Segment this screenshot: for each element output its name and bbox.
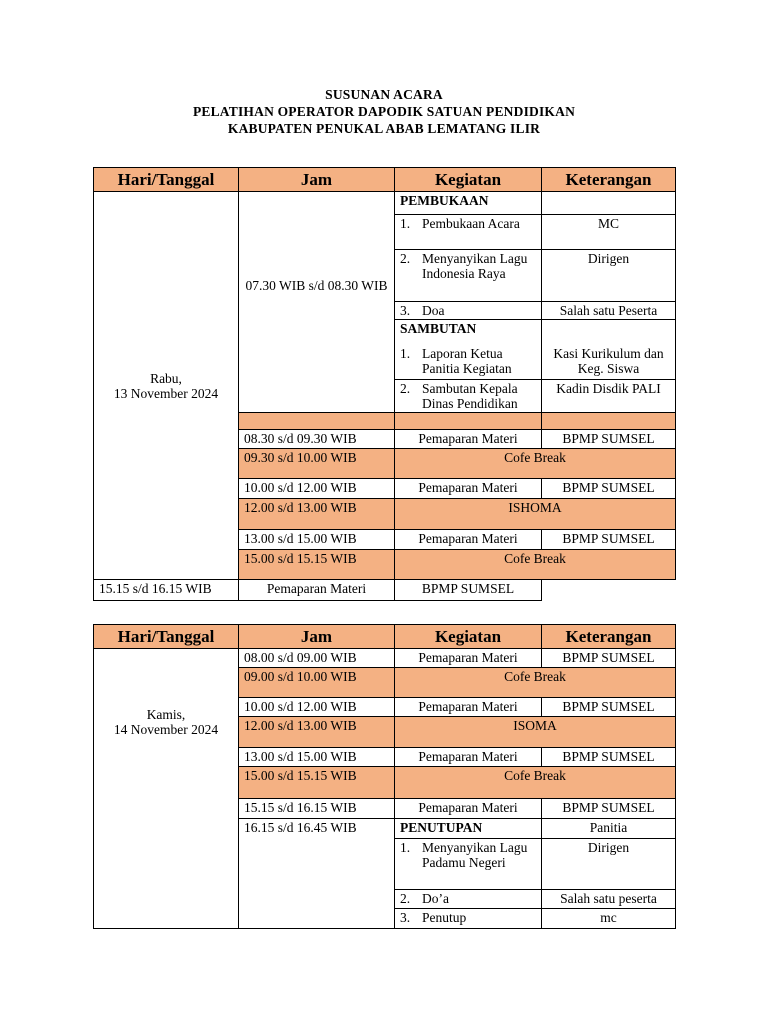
row-note: BPMP SUMSEL <box>542 748 676 767</box>
list-item <box>395 302 542 320</box>
list-item <box>395 345 542 380</box>
day2-date: 14 November 2024 <box>113 722 219 737</box>
row-activity: ISHOMA <box>395 499 676 530</box>
table-row <box>94 649 676 668</box>
item-label: Menyanyikan Lagu Indonesia Raya <box>422 251 528 281</box>
item-number: 1. <box>400 345 411 361</box>
item-label: Pembukaan Acara <box>422 216 520 231</box>
list-item <box>395 380 542 413</box>
row-time: 09.00 s/d 10.00 WIB <box>239 668 395 698</box>
row-time: 15.00 s/d 15.15 WIB <box>239 550 395 580</box>
item-label: Do’a <box>422 891 449 906</box>
day1-opening-time: 07.30 WIB s/d 08.30 WIB <box>239 192 395 413</box>
item-number: 2. <box>400 381 411 396</box>
item-label: Sambutan Kepala Dinas Pendidikan <box>422 381 518 411</box>
empty-cell <box>542 192 676 215</box>
table-row <box>94 192 676 215</box>
item-note: Panitia <box>542 819 676 839</box>
item-note: Dirigen <box>542 250 676 302</box>
table-header-row <box>94 625 676 649</box>
row-note: BPMP SUMSEL <box>542 799 676 819</box>
section-pembukaan: PEMBUKAAN <box>395 192 542 215</box>
row-note: BPMP SUMSEL <box>395 580 542 601</box>
schedule-table-day1 <box>93 167 676 601</box>
header-keterangan: Keterangan <box>542 168 676 192</box>
item-number: 2. <box>400 891 411 906</box>
item-note: Kadin Disdik PALI <box>542 380 676 413</box>
row-activity: Pemaparan Materi <box>395 430 542 449</box>
list-item <box>395 839 542 890</box>
row-time: 13.00 s/d 15.00 WIB <box>239 530 395 550</box>
table-header-row <box>94 168 676 192</box>
row-activity: Pemaparan Materi <box>395 748 542 767</box>
row-activity: Cofe Break <box>395 767 676 799</box>
row-activity: Cofe Break <box>395 449 676 479</box>
header-hari-tanggal: Hari/Tanggal <box>94 168 239 192</box>
section-penutupan: PENUTUPAN <box>395 819 542 839</box>
table-row <box>94 580 676 601</box>
header-jam: Jam <box>239 625 395 649</box>
day2-closing-time: 16.15 s/d 16.45 WIB <box>239 819 395 929</box>
item-number: 2. <box>400 251 411 266</box>
row-time: 15.15 s/d 16.15 WIB <box>94 580 239 601</box>
schedule-table-day2 <box>93 624 676 929</box>
list-item <box>395 890 542 909</box>
list-item <box>395 909 542 929</box>
item-number: 1. <box>400 840 411 855</box>
row-time: 08.00 s/d 09.00 WIB <box>239 649 395 668</box>
item-number: 3. <box>400 303 411 318</box>
row-activity: Cofe Break <box>395 550 676 580</box>
item-note: Salah satu peserta <box>542 890 676 909</box>
row-activity: Pemaparan Materi <box>239 580 395 601</box>
title-line-3: KABUPATEN PENUKAL ABAB LEMATANG ILIR <box>227 121 541 136</box>
row-time: 12.00 s/d 13.00 WIB <box>239 499 395 530</box>
day2-day: Kamis, <box>146 707 186 722</box>
row-note: BPMP SUMSEL <box>542 479 676 499</box>
row-note: BPMP SUMSEL <box>542 530 676 550</box>
day2-date-cell <box>94 649 239 929</box>
item-number: 1. <box>400 216 411 231</box>
row-note: BPMP SUMSEL <box>542 430 676 449</box>
empty-cell <box>542 413 676 430</box>
header-jam: Jam <box>239 168 395 192</box>
item-note: Salah satu Peserta <box>542 302 676 320</box>
empty-cell <box>395 413 542 430</box>
document-title <box>0 86 768 137</box>
day1-day: Rabu, <box>150 370 182 386</box>
item-note: mc <box>542 909 676 929</box>
row-activity: Pemaparan Materi <box>395 530 542 550</box>
row-time: 12.00 s/d 13.00 WIB <box>239 717 395 748</box>
row-activity: Pemaparan Materi <box>395 698 542 717</box>
row-time: 10.00 s/d 12.00 WIB <box>239 479 395 499</box>
empty-cell <box>239 413 395 430</box>
header-kegiatan: Kegiatan <box>395 625 542 649</box>
header-hari-tanggal: Hari/Tanggal <box>94 625 239 649</box>
day1-date-cell <box>94 192 239 580</box>
empty-cell <box>542 320 676 345</box>
header-keterangan: Keterangan <box>542 625 676 649</box>
item-note: Kasi Kurikulum dan Keg. Siswa <box>542 345 676 380</box>
item-label: Laporan Ketua Panitia Kegiatan <box>422 345 512 376</box>
item-number: 3. <box>400 910 411 925</box>
item-note: Dirigen <box>542 839 676 890</box>
row-activity: Pemaparan Materi <box>395 649 542 668</box>
row-note: BPMP SUMSEL <box>542 698 676 717</box>
item-label: Penutup <box>422 910 467 925</box>
list-item <box>395 250 542 302</box>
title-line-2: PELATIHAN OPERATOR DAPODIK SATUAN PENDIDIKAN <box>192 104 576 119</box>
row-time: 15.15 s/d 16.15 WIB <box>239 799 395 819</box>
item-label: Doa <box>422 303 445 318</box>
row-time: 08.30 s/d 09.30 WIB <box>239 430 395 449</box>
title-line-1: SUSUNAN ACARA <box>325 87 443 102</box>
row-activity: Cofe Break <box>395 668 676 698</box>
row-time: 10.00 s/d 12.00 WIB <box>239 698 395 717</box>
row-time: 09.30 s/d 10.00 WIB <box>239 449 395 479</box>
header-kegiatan: Kegiatan <box>395 168 542 192</box>
item-note: MC <box>542 215 676 250</box>
row-time: 13.00 s/d 15.00 WIB <box>239 748 395 767</box>
row-activity: Pemaparan Materi <box>395 479 542 499</box>
list-item <box>395 215 542 250</box>
row-time: 15.00 s/d 15.15 WIB <box>239 767 395 799</box>
section-sambutan: SAMBUTAN <box>395 320 542 345</box>
item-label: Menyanyikan Lagu Padamu Negeri <box>422 840 528 870</box>
row-activity: ISOMA <box>395 717 676 748</box>
row-note: BPMP SUMSEL <box>542 649 676 668</box>
day1-date: 13 November 2024 <box>113 385 219 401</box>
row-activity: Pemaparan Materi <box>395 799 542 819</box>
